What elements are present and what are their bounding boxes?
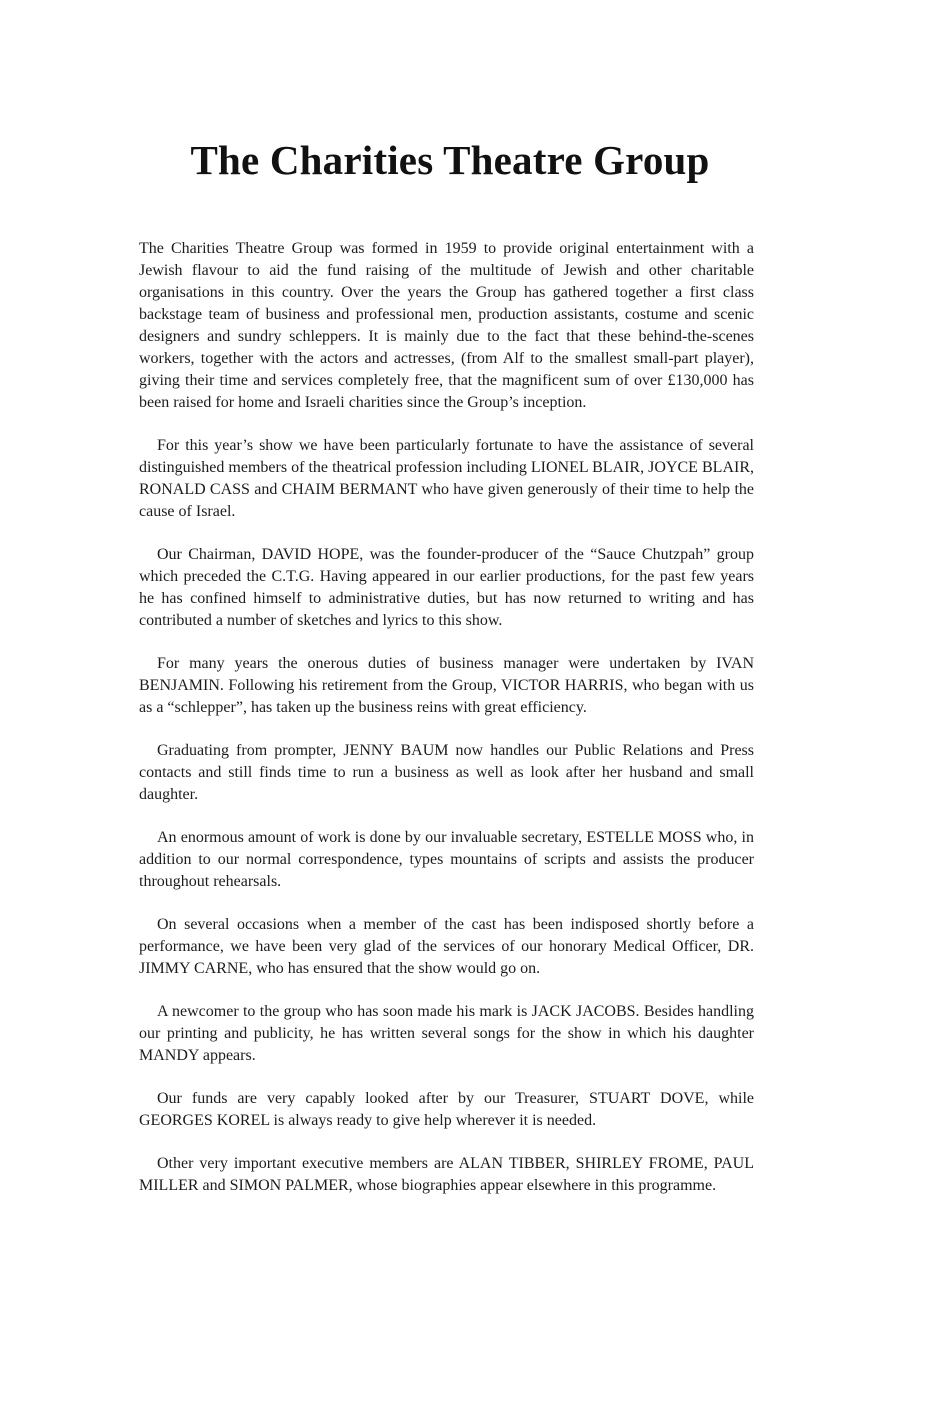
paragraph-newcomer: A newcomer to the group who has soon made his mark is JACK JACOBS. Besides handling our printing and publicity, he has written several songs for the show in which his daughter MANDY appears. — [139, 1003, 754, 1064]
paragraph-medical-officer: On several occasions when a member of the cast has been indisposed shortly before a performance, we have been very glad of the services of our honorary Medical Officer, DR. JIMMY CARNE, who has ensured that the show would go on. — [139, 916, 754, 977]
paragraph-this-years-show: For this year’s show we have been particularly fortunate to have the assistance of several distinguished members of the theatrical profession including LIONEL BLAIR, JOYCE BLAIR, RONALD CASS and CHAIM BERMANT who have given generously of their time to help the cause of Israel. — [139, 437, 754, 520]
paragraph-chairman: Our Chairman, DAVID HOPE, was the founder-producer of the “Sauce Chutzpah” group which preceded the C.T.G. Having appeared in our earlier productions, for the past few years he has confined himself to administrative duties, but has now returned to writing and has contributed a number of sketches and lyrics to this show. — [139, 546, 754, 629]
page-title: The Charities Theatre Group — [190, 137, 710, 183]
article-body — [139, 238, 754, 1218]
paragraph-treasurer: Our funds are very capably looked after by our Treasurer, STUART DOVE, while GEORGES KOREL is always ready to give help wherever it is needed. — [139, 1090, 754, 1129]
paragraph-business-manager: For many years the onerous duties of business manager were undertaken by IVAN BENJAMIN. Following his retirement from the Group, VICTOR HARRIS, who began with us as a “schlepper”, has taken up the business reins with great efficiency. — [139, 655, 754, 716]
paragraph-executive-members: Other very important executive members are ALAN TIBBER, SHIRLEY FROME, PAUL MILLER and SIMON PALMER, whose biographies appear elsewhere in this programme. — [139, 1155, 754, 1194]
paragraph-secretary: An enormous amount of work is done by our invaluable secretary, ESTELLE MOSS who, in addition to our normal correspondence, types mountains of scripts and assists the producer throughout rehearsals. — [139, 829, 754, 890]
paragraph-formation: The Charities Theatre Group was formed in 1959 to provide original entertainment with a Jewish flavour to aid the fund raising of the multitude of Jewish and other charitable organisations in this country. Over the years the Group has gathered together a first class backstage team of business and professional men, production assistants, costume and scenic designers and sundry schleppers. It is mainly due to the fact that these behind-the-scenes workers, together with the actors and actresses, (from Alf to the smallest small-part player), giving their time and services completely free, that the magnificent sum of over £130,000 has been raised for home and Israeli charities since the Group’s inception. — [139, 240, 754, 411]
paragraph-public-relations: Graduating from prompter, JENNY BAUM now handles our Public Relations and Press contacts and still finds time to run a business as well as look after her husband and small daughter. — [139, 742, 754, 803]
